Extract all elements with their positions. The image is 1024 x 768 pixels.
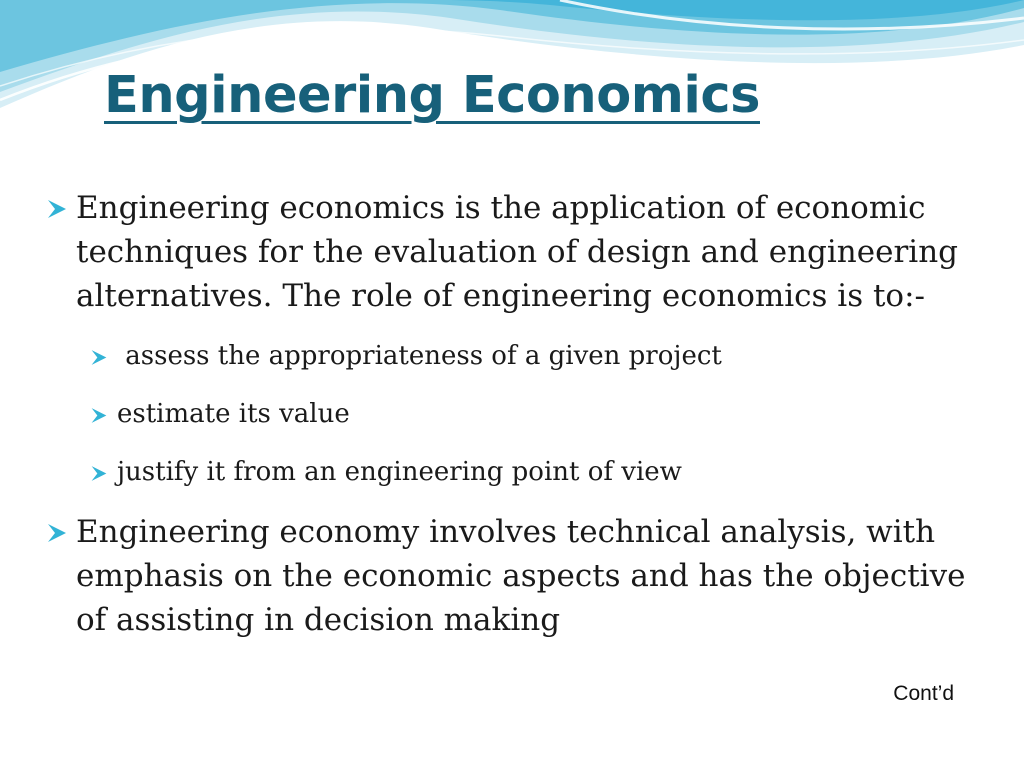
subbullet-text: assess the appropriateness of a given project bbox=[117, 341, 722, 371]
chevron-arrow-bullet-icon bbox=[90, 339, 117, 366]
chevron-arrow-bullet-icon bbox=[90, 397, 117, 424]
slide-title: Engineering Economics bbox=[104, 66, 760, 125]
continued-note: Cont’d bbox=[893, 682, 954, 705]
chevron-arrow-bullet-icon bbox=[46, 510, 76, 543]
bullet-text: Engineering economics is the application of economic techniques for the evaluation of design and engineering alternatives. The role of engineering economics is to:- bbox=[76, 190, 959, 314]
subbullet-item-assess bbox=[90, 339, 970, 373]
bullet-text: Engineering economy involves technical analysis, with emphasis on the economic aspects and has the objective of assisting in decision making bbox=[76, 514, 966, 638]
chevron-arrow-bullet-icon bbox=[46, 186, 76, 219]
subbullet-item-estimate bbox=[90, 397, 970, 431]
subbullet-item-justify bbox=[90, 455, 970, 489]
bullet-item-definition bbox=[46, 186, 976, 318]
subbullet-text: estimate its value bbox=[117, 399, 350, 429]
bullet-item-engineering-economy bbox=[46, 510, 976, 642]
subbullet-text: justify it from an engineering point of view bbox=[117, 457, 682, 487]
chevron-arrow-bullet-icon bbox=[90, 455, 117, 482]
